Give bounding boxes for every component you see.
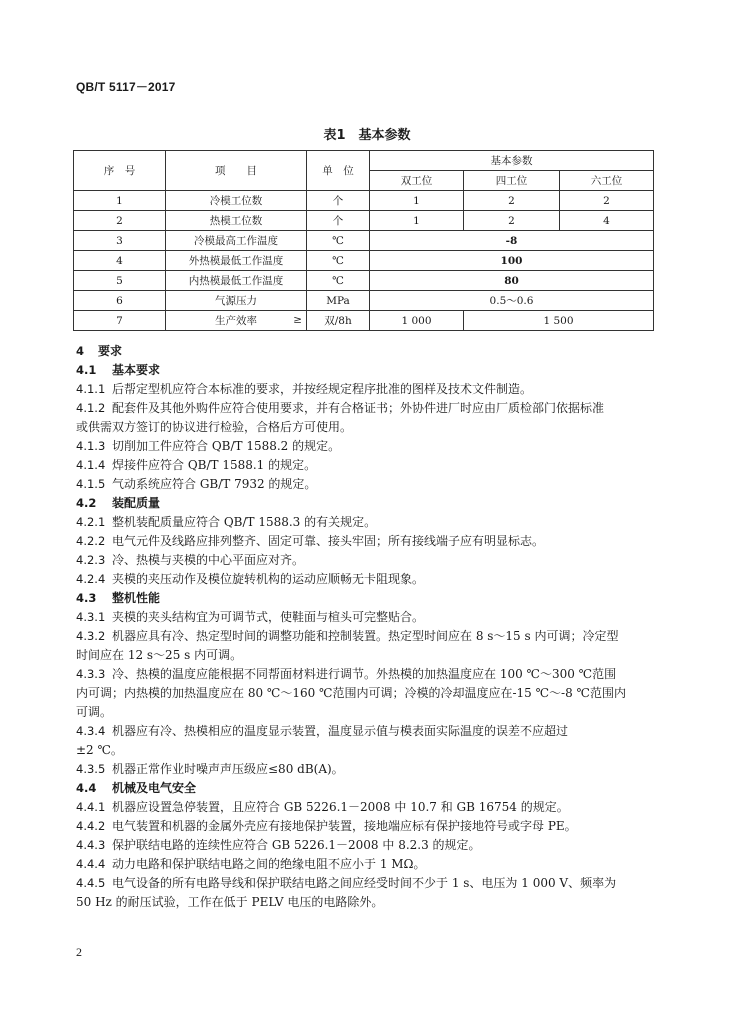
clause bbox=[76, 798, 656, 817]
clause-continuation: 可调。 bbox=[76, 705, 113, 719]
clause bbox=[76, 456, 656, 475]
clause-text: 整机装配质量应符合 QB/T 1588.3 的有关规定。 bbox=[112, 515, 377, 529]
clause bbox=[76, 532, 656, 551]
clause bbox=[76, 665, 656, 684]
clause bbox=[76, 874, 656, 893]
row-unit: MPa bbox=[307, 291, 370, 311]
subsection-heading bbox=[76, 779, 656, 798]
row-unit: ℃ bbox=[307, 231, 370, 251]
section-number: 4.1 bbox=[76, 363, 97, 377]
row-seq: 2 bbox=[74, 211, 166, 231]
clause-number: 4.4.2 bbox=[76, 819, 106, 833]
clause-number: 4.1.5 bbox=[76, 477, 106, 491]
clause-text: 机器应设置急停装置，且应符合 GB 5226.1－2008 中 10.7 和 GB 16754 的规定。 bbox=[112, 800, 569, 814]
clause-number: 4.4.1 bbox=[76, 800, 106, 814]
subsection-heading bbox=[76, 361, 656, 380]
row-item: 外热模最低工作温度 bbox=[166, 251, 307, 271]
clause-number: 4.3.1 bbox=[76, 610, 106, 624]
table-row bbox=[74, 231, 654, 251]
row-six: 4 bbox=[560, 211, 654, 231]
table-row bbox=[74, 211, 654, 231]
clause-number: 4.4.5 bbox=[76, 876, 106, 890]
clause-continuation: ±2 ℃。 bbox=[76, 743, 123, 757]
clause-continuation: 或供需双方签订的协议进行检验，合格后方可使用。 bbox=[76, 420, 353, 434]
table-row bbox=[74, 251, 654, 271]
clause bbox=[76, 513, 656, 532]
row-item bbox=[166, 311, 307, 331]
clause-number: 4.2.2 bbox=[76, 534, 106, 548]
row-double: 1 bbox=[370, 191, 464, 211]
clause-number: 4.3.5 bbox=[76, 762, 106, 776]
section-number: 4 bbox=[76, 344, 85, 358]
clause-text: 电气元件及线路应排列整齐、固定可靠、接头牢固；所有接线端子应有明显标志。 bbox=[112, 534, 545, 548]
clause-number: 4.1.3 bbox=[76, 439, 106, 453]
section-number: 4.4 bbox=[76, 781, 97, 795]
row-four: 2 bbox=[464, 211, 560, 231]
clause-continuation: 内可调；内热模的加热温度应在 80 ℃～160 ℃范围内可调；冷模的冷却温度应在-15 ℃～-8 ℃范围内 bbox=[76, 686, 626, 700]
clause-text: 夹模的夹头结构宜为可调节式，使鞋面与楦头可完整贴合。 bbox=[112, 610, 425, 624]
subsection-heading bbox=[76, 494, 656, 513]
table-title: 表1 基本参数 bbox=[323, 128, 411, 143]
clause-number: 4.1.2 bbox=[76, 401, 106, 415]
row-item-label: 生产效率 bbox=[215, 314, 257, 327]
row-seq: 3 bbox=[74, 231, 166, 251]
row-double: 1 000 bbox=[370, 311, 464, 331]
row-item: 内热模最低工作温度 bbox=[166, 271, 307, 291]
clause-text: 电气设备的所有电路导线和保护联结电路之间应经受时间不少于 1 s、电压为 1 000 V、频率为 bbox=[112, 876, 617, 890]
clause bbox=[76, 722, 656, 741]
section-title: 整机性能 bbox=[112, 591, 161, 605]
row-unit: 双/8h bbox=[307, 311, 370, 331]
standard-code: QB/T 5117－2017 bbox=[76, 80, 176, 94]
clause bbox=[76, 399, 656, 418]
clause-number: 4.2.1 bbox=[76, 515, 106, 529]
row-unit: 个 bbox=[307, 211, 370, 231]
clause-number: 4.2.3 bbox=[76, 553, 106, 567]
row-merged-value: 0.5～0.6 bbox=[370, 291, 654, 311]
clause bbox=[76, 570, 656, 589]
clause-number: 4.4.4 bbox=[76, 857, 106, 871]
clause-number: 4.3.4 bbox=[76, 724, 106, 738]
table-row bbox=[74, 291, 654, 311]
clause-text: 机器应具有冷、热定型时间的调整功能和控制装置。热定型时间应在 8 s～15 s 内可调；冷定型 bbox=[112, 629, 619, 643]
header-unit: 单 位 bbox=[307, 151, 370, 191]
row-item: 冷模最高工作温度 bbox=[166, 231, 307, 251]
section-title: 机械及电气安全 bbox=[112, 781, 197, 795]
row-item: 冷模工位数 bbox=[166, 191, 307, 211]
clause bbox=[76, 475, 656, 494]
row-six: 2 bbox=[560, 191, 654, 211]
section-title: 要求 bbox=[98, 344, 123, 358]
clause-text: 保护联结电路的连续性应符合 GB 5226.1－2008 中 8.2.3 的规定。 bbox=[112, 838, 481, 852]
clause bbox=[76, 836, 656, 855]
clause bbox=[76, 608, 656, 627]
basic-parameters-table bbox=[73, 150, 654, 331]
clause bbox=[76, 760, 656, 779]
greater-equal-sign: ≥ bbox=[293, 314, 302, 326]
row-four: 2 bbox=[464, 191, 560, 211]
clause bbox=[76, 817, 656, 836]
row-unit: ℃ bbox=[307, 251, 370, 271]
row-unit: ℃ bbox=[307, 271, 370, 291]
clause-text: 电气装置和机器的金属外壳应有接地保护装置，接地端应标有保护接地符号或字母 PE。 bbox=[112, 819, 577, 833]
clause-continuation: 50 Hz 的耐压试验，工作在低于 PELV 电压的电路除外。 bbox=[76, 895, 384, 909]
clause-text: 焊接件应符合 QB/T 1588.1 的规定。 bbox=[112, 458, 317, 472]
clause-continuation: 时间应在 12 s～25 s 内可调。 bbox=[76, 648, 243, 662]
table-row bbox=[74, 311, 654, 331]
header-item: 项 目 bbox=[166, 151, 307, 191]
table-row bbox=[74, 271, 654, 291]
row-merged-value: 100 bbox=[370, 251, 654, 271]
clause-text: 后帮定型机应符合本标准的要求，并按经规定程序批准的图样及技术文件制造。 bbox=[112, 382, 533, 396]
row-seq: 1 bbox=[74, 191, 166, 211]
clause-text: 夹模的夹压动作及模位旋转机构的运动应顺畅无卡阻现象。 bbox=[112, 572, 425, 586]
clause-text: 气动系统应符合 GB/T 7932 的规定。 bbox=[112, 477, 317, 491]
subsection-heading bbox=[76, 589, 656, 608]
row-merged-value: 80 bbox=[370, 271, 654, 291]
section-heading bbox=[76, 342, 656, 361]
header-seq: 序 号 bbox=[74, 151, 166, 191]
row-unit: 个 bbox=[307, 191, 370, 211]
clause-text: 动力电路和保护联结电路之间的绝缘电阻不应小于 1 MΩ。 bbox=[112, 857, 426, 871]
clause-number: 4.2.4 bbox=[76, 572, 106, 586]
table-header-row bbox=[74, 151, 654, 171]
clause bbox=[76, 855, 656, 874]
header-four-station: 四工位 bbox=[464, 171, 560, 191]
clause-number: 4.3.3 bbox=[76, 667, 106, 681]
row-item: 气源压力 bbox=[166, 291, 307, 311]
clause-number: 4.4.3 bbox=[76, 838, 106, 852]
row-seq: 4 bbox=[74, 251, 166, 271]
row-double: 1 bbox=[370, 211, 464, 231]
clause bbox=[76, 437, 656, 456]
row-seq: 6 bbox=[74, 291, 166, 311]
clause-number: 4.3.2 bbox=[76, 629, 106, 643]
clause-text: 切削加工件应符合 QB/T 1588.2 的规定。 bbox=[112, 439, 341, 453]
clause-text: 机器正常作业时噪声声压级应≤80 dB(A)。 bbox=[112, 762, 344, 776]
row-merged-value: -8 bbox=[370, 231, 654, 251]
header-basic-params: 基本参数 bbox=[370, 151, 654, 171]
clause bbox=[76, 627, 656, 646]
row-item: 热模工位数 bbox=[166, 211, 307, 231]
row-four-six: 1 500 bbox=[464, 311, 654, 331]
section-title: 装配质量 bbox=[112, 496, 161, 510]
table-row bbox=[74, 191, 654, 211]
clause-text: 冷、热模的温度应能根据不同帮面材料进行调节。外热模的加热温度应在 100 ℃～300 ℃范围 bbox=[112, 667, 617, 681]
clause bbox=[76, 380, 656, 399]
section-number: 4.3 bbox=[76, 591, 97, 605]
page-number: 2 bbox=[76, 945, 82, 959]
clause-text: 冷、热模与夹模的中心平面应对齐。 bbox=[112, 553, 305, 567]
row-seq: 5 bbox=[74, 271, 166, 291]
section-number: 4.2 bbox=[76, 496, 97, 510]
clause-text: 机器应有冷、热模相应的温度显示装置，温度显示值与模表面实际温度的误差不应超过 bbox=[112, 724, 569, 738]
row-seq: 7 bbox=[74, 311, 166, 331]
section-title: 基本要求 bbox=[112, 363, 161, 377]
clause bbox=[76, 551, 656, 570]
requirements-section bbox=[76, 342, 656, 912]
clause-number: 4.1.4 bbox=[76, 458, 106, 472]
clause-text: 配套件及其他外购件应符合使用要求，并有合格证书；外协件进厂时应由厂质检部门依据标准 bbox=[112, 401, 605, 415]
header-double-station: 双工位 bbox=[370, 171, 464, 191]
clause-number: 4.1.1 bbox=[76, 382, 106, 396]
header-six-station: 六工位 bbox=[560, 171, 654, 191]
